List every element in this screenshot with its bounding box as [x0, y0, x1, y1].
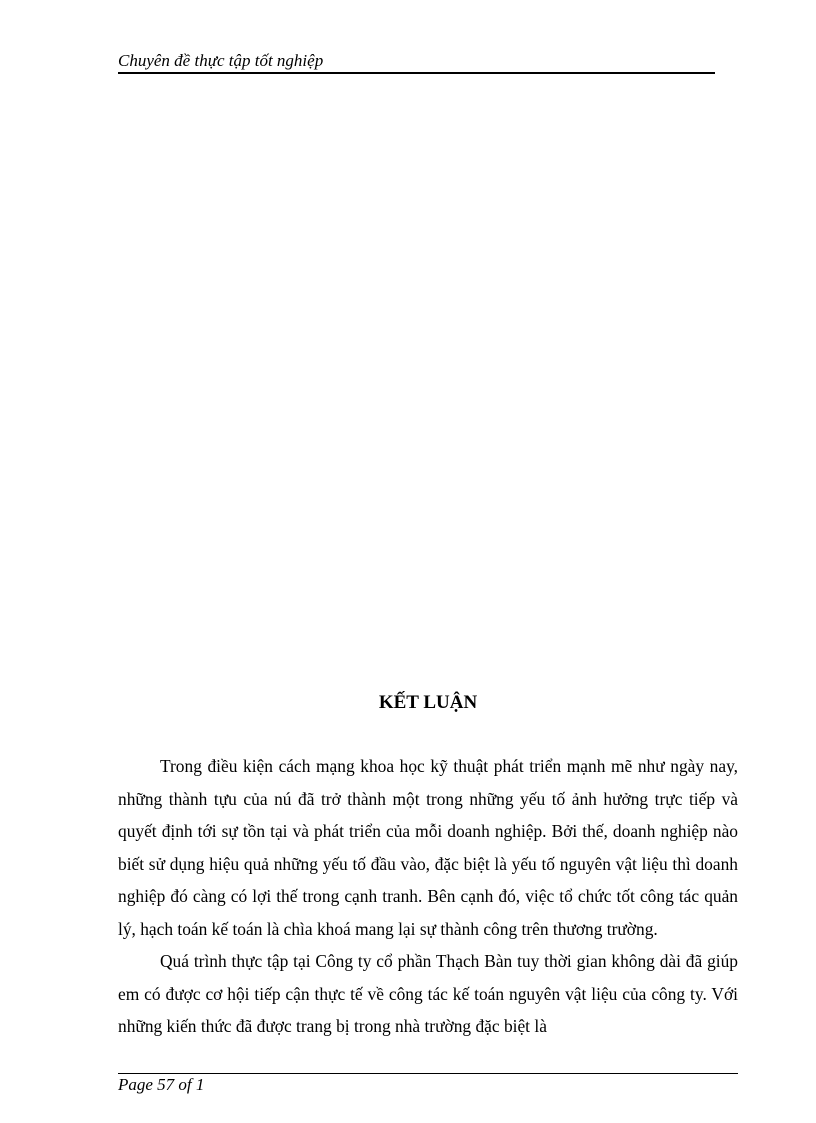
header-title: Chuyên đề thực tập tốt nghiệp [118, 51, 324, 70]
page-footer [118, 1073, 738, 1095]
page-number: Page 57 of 1 [118, 1075, 205, 1094]
section-heading: KẾT LUẬN [378, 692, 478, 713]
paragraph: Quá trình thực tập tại Công ty cổ phần Thạch Bàn tuy thời gian không dài đã giúp em có được cơ hội tiếp cận thực tế về công tác kế toán nguyên vật liệu của công ty. Với những kiến thức đã được trang bị trong nhà trường đặc biệt là [118, 951, 738, 1036]
page-header [118, 48, 715, 74]
body-text [118, 750, 738, 1043]
paragraph: Trong điều kiện cách mạng khoa học kỹ thuật phát triển mạnh mẽ như ngày nay, những thành tựu của nú đã trở thành một trong những yếu tố ảnh hưởng trực tiếp và quyết định tới sự tồn tại và phát triển của mỗi doanh nghiệp. Bởi thế, doanh nghiệp nào biết sử dụng hiệu quả những yếu tố đầu vào, đặc biệt là yếu tố nguyên vật liệu thì doanh nghiệp đó càng có lợi thế trong cạnh tranh. Bên cạnh đó, việc tổ chức tốt công tác quản lý, hạch toán kế toán là chìa khoá mang lại sự thành công trên thương trường. [118, 756, 738, 939]
